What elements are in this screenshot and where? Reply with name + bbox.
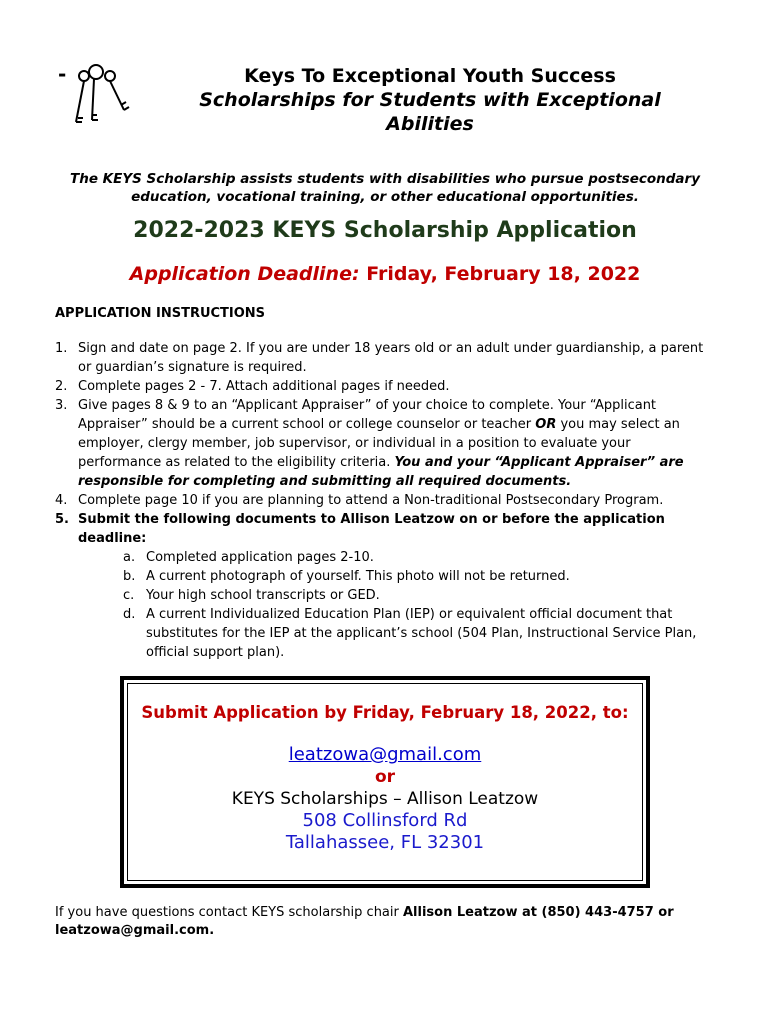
list-number: 4. <box>55 493 68 508</box>
list-text: Give pages 8 & 9 to an “Applicant Appraiser” of your choice to complete. Your “Applicant Appraiser” should be a current school or college counselor or teacher <box>78 398 657 432</box>
org-title: Keys To Exceptional Youth Success <box>244 65 616 87</box>
org-subtitle: Scholarships for Students with Exceptional Abilities <box>199 89 661 135</box>
list-item <box>55 396 715 491</box>
deadline-label: Application Deadline: <box>129 263 360 285</box>
list-text: Complete pages 2 - 7. Attach additional pages if needed. <box>78 379 450 394</box>
list-number: 2. <box>55 379 68 394</box>
or-emphasis: OR <box>535 417 557 432</box>
list-item <box>55 339 715 377</box>
instructions-list <box>55 339 715 662</box>
sublist-letter: c. <box>123 588 135 603</box>
sublist-text: A current photograph of yourself. This photo will not be returned. <box>146 569 570 584</box>
deadline-date: Friday, February 18, 2022 <box>366 263 641 285</box>
submit-recipient: KEYS Scholarships – Allison Leatzow <box>231 789 539 809</box>
submit-heading: Submit Application by Friday, February 18, 2022, to: <box>141 703 629 722</box>
list-text: Sign and date on page 2. If you are under 18 years old or an adult under guardianship, a parent or guardian’s signature is required. <box>78 341 704 375</box>
list-number: 3. <box>55 398 68 413</box>
list-item <box>55 491 715 510</box>
deadline-line <box>0 263 770 285</box>
contact-details: Allison Leatzow at (850) 443-4757 or leatzowa@gmail.com. <box>55 905 674 938</box>
submission-box-inner <box>127 683 643 881</box>
submission-box <box>120 676 650 888</box>
sublist-item <box>78 567 715 586</box>
sublist-item <box>78 605 715 662</box>
contact-note <box>55 904 725 940</box>
list-text: you may select an employer, clergy member, job supervisor, or individual in a position to evaluate your performance as related to the eligibility criteria. <box>78 417 680 470</box>
intro-text: The KEYS Scholarship assists students with disabilities who pursue postsecondary education, vocational training, or other educational opportunities. <box>70 171 700 205</box>
sublist-text: Completed application pages 2-10. <box>146 550 374 565</box>
sublist-text: A current Individualized Education Plan (IEP) or equivalent official document that substitutes for the IEP at the applicant’s school (504 Plan, Instructional Service Plan, official support plan). <box>146 607 697 660</box>
list-text: Complete page 10 if you are planning to attend a Non-traditional Postsecondary Program. <box>78 493 664 508</box>
submit-city: Tallahassee, FL 32301 <box>285 832 485 853</box>
instructions-heading: APPLICATION INSTRUCTIONS <box>55 306 266 321</box>
sublist-letter: a. <box>123 550 136 565</box>
submit-street: 508 Collinsford Rd <box>302 810 468 831</box>
list-text: Submit the following documents to Allison Leatzow on or before the application deadline: <box>78 512 665 546</box>
sublist-text: Your high school transcripts or GED. <box>146 588 380 603</box>
contact-prefix: If you have questions contact KEYS scholarship chair <box>55 905 403 920</box>
document-sublist <box>78 548 715 662</box>
list-number: 1. <box>55 341 68 356</box>
responsibility-note: You and your “Applicant Appraiser” are responsible for completing and submitting all required documents. <box>78 455 684 489</box>
page-title: 2022-2023 KEYS Scholarship Application <box>133 218 637 243</box>
sublist-item <box>78 548 715 567</box>
sublist-letter: d. <box>123 607 136 622</box>
list-item <box>55 377 715 396</box>
list-number: 5. <box>55 512 69 527</box>
submit-email-link[interactable]: leatzowa@gmail.com <box>288 744 482 765</box>
list-item <box>55 510 715 662</box>
sublist-letter: b. <box>123 569 136 584</box>
submit-or: or <box>374 767 396 787</box>
keys-icon <box>66 62 138 134</box>
header-dash: - <box>58 62 67 86</box>
sublist-item <box>78 586 715 605</box>
header <box>170 64 690 136</box>
